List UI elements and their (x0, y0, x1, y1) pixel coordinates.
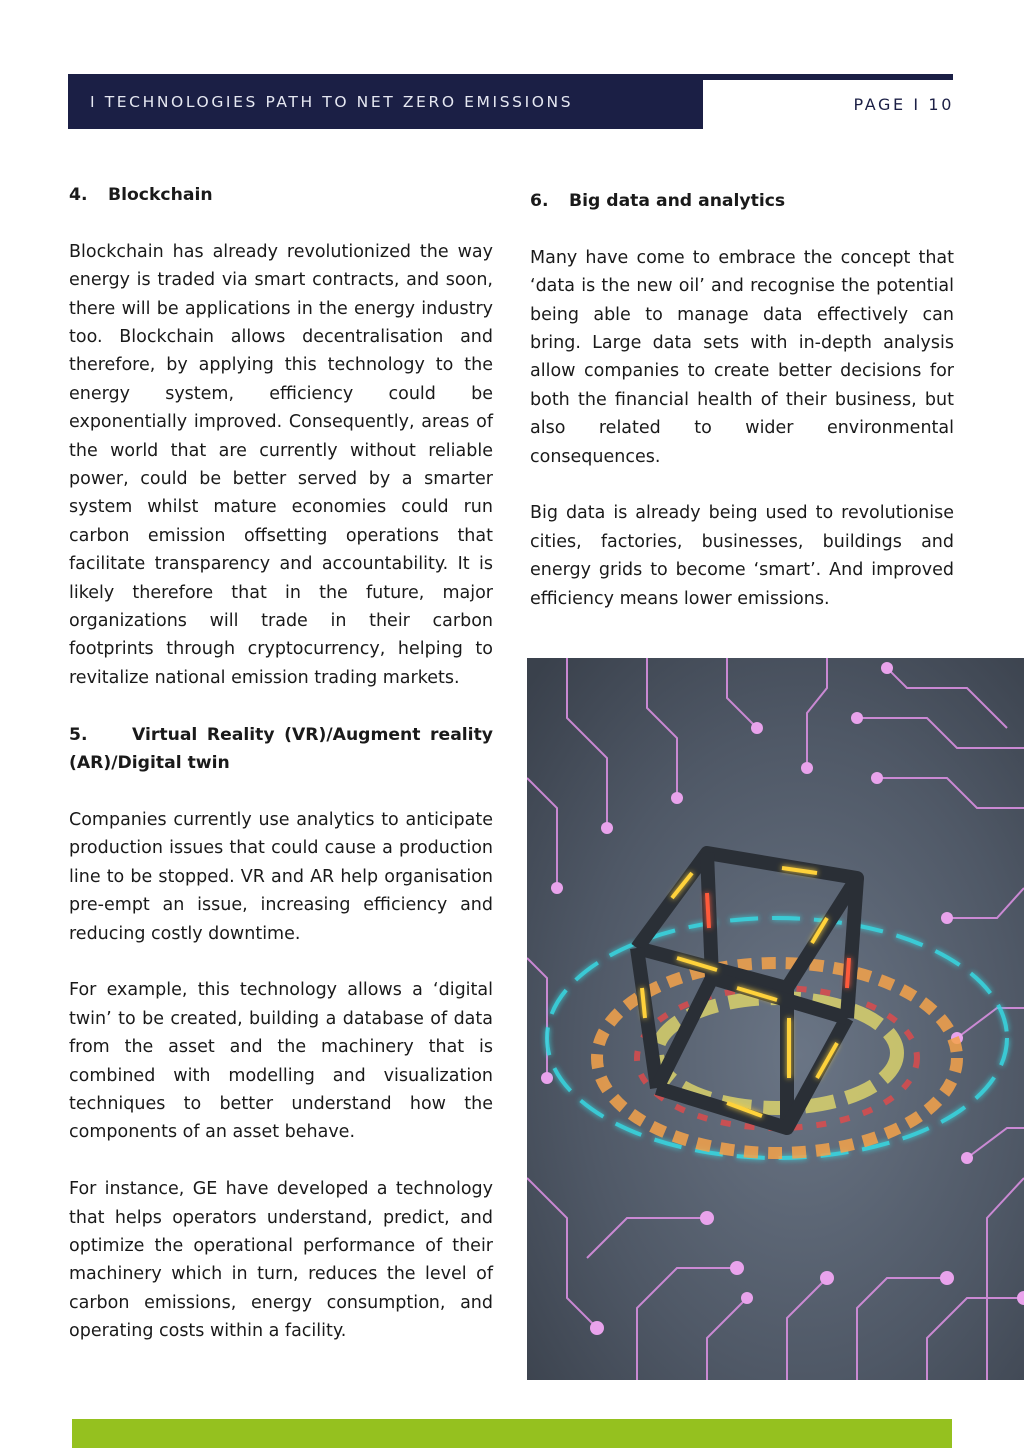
blockchain-cube-illustration (527, 658, 1024, 1380)
paragraph: For instance, GE have developed a technology that helps operators understand, predict, and optimize the operational performance of their machinery which in turn, reduces the level of carbon emissions, energy consumption, and operating costs within a facility. (69, 1179, 493, 1342)
section-number: 6. (530, 191, 549, 211)
document-title: I TECHNOLOGIES PATH TO NET ZERO EMISSIONS (90, 93, 574, 111)
section-number: 5. (69, 724, 88, 745)
section-heading-blockchain (69, 181, 493, 209)
section-heading-big-data (530, 187, 954, 215)
footer-bar (72, 1419, 952, 1448)
right-column (530, 187, 954, 641)
paragraph: For example, this technology allows a ‘digital twin’ to be created, building a database of data from the asset and the machinery that is combined with modelling and visualization techniques to better understand how the components of an asset behave. (69, 980, 493, 1143)
section-title: Big data and analytics (569, 191, 786, 211)
section-heading-vr-ar (69, 721, 493, 778)
section-title: Virtual Reality (VR)/Augment reality (AR)/Digital twin (69, 724, 493, 774)
paragraph: Blockchain has already revolutionized the way energy is traded via smart contracts, and soon, there will be applications in the energy industry too. Blockchain allows decentralisation and therefore, by applying this technology to the energy system, efficiency could be exponentially improved. Consequently, areas of the world that are currently without reliable power, could be better served by a smarter system whilst mature economies could run carbon emission offsetting operations that facilitate transparency and accountability. It is likely therefore that in the future, major organizations will trade in their carbon footprints through cryptocurrency, helping to revitalize national emission trading markets. (69, 241, 493, 688)
paragraph: Many have come to embrace the concept that ‘data is the new oil’ and recognise the potential being able to manage data effectively can bring. Large data sets with in-depth analysis allow companies to create better decisions for both the financial health of their business, but also related to wider environmental consequences. (530, 247, 954, 467)
paragraph: Companies currently use analytics to anticipate production issues that could cause a production line to be stopped. VR and AR help organisation pre-empt an issue, increasing efficiency and reducing costly downtime. (69, 809, 493, 944)
page-number: PAGE I 10 (853, 95, 954, 114)
paragraph: Big data is already being used to revolutionise cities, factories, businesses, buildings and energy grids to become ‘smart’. And improved efficiency means lower emissions. (530, 503, 954, 609)
section-title: Blockchain (108, 185, 213, 205)
section-number: 4. (69, 185, 88, 205)
left-column (69, 181, 493, 1374)
blockchain-cube-circuit-icon (527, 658, 1024, 1380)
